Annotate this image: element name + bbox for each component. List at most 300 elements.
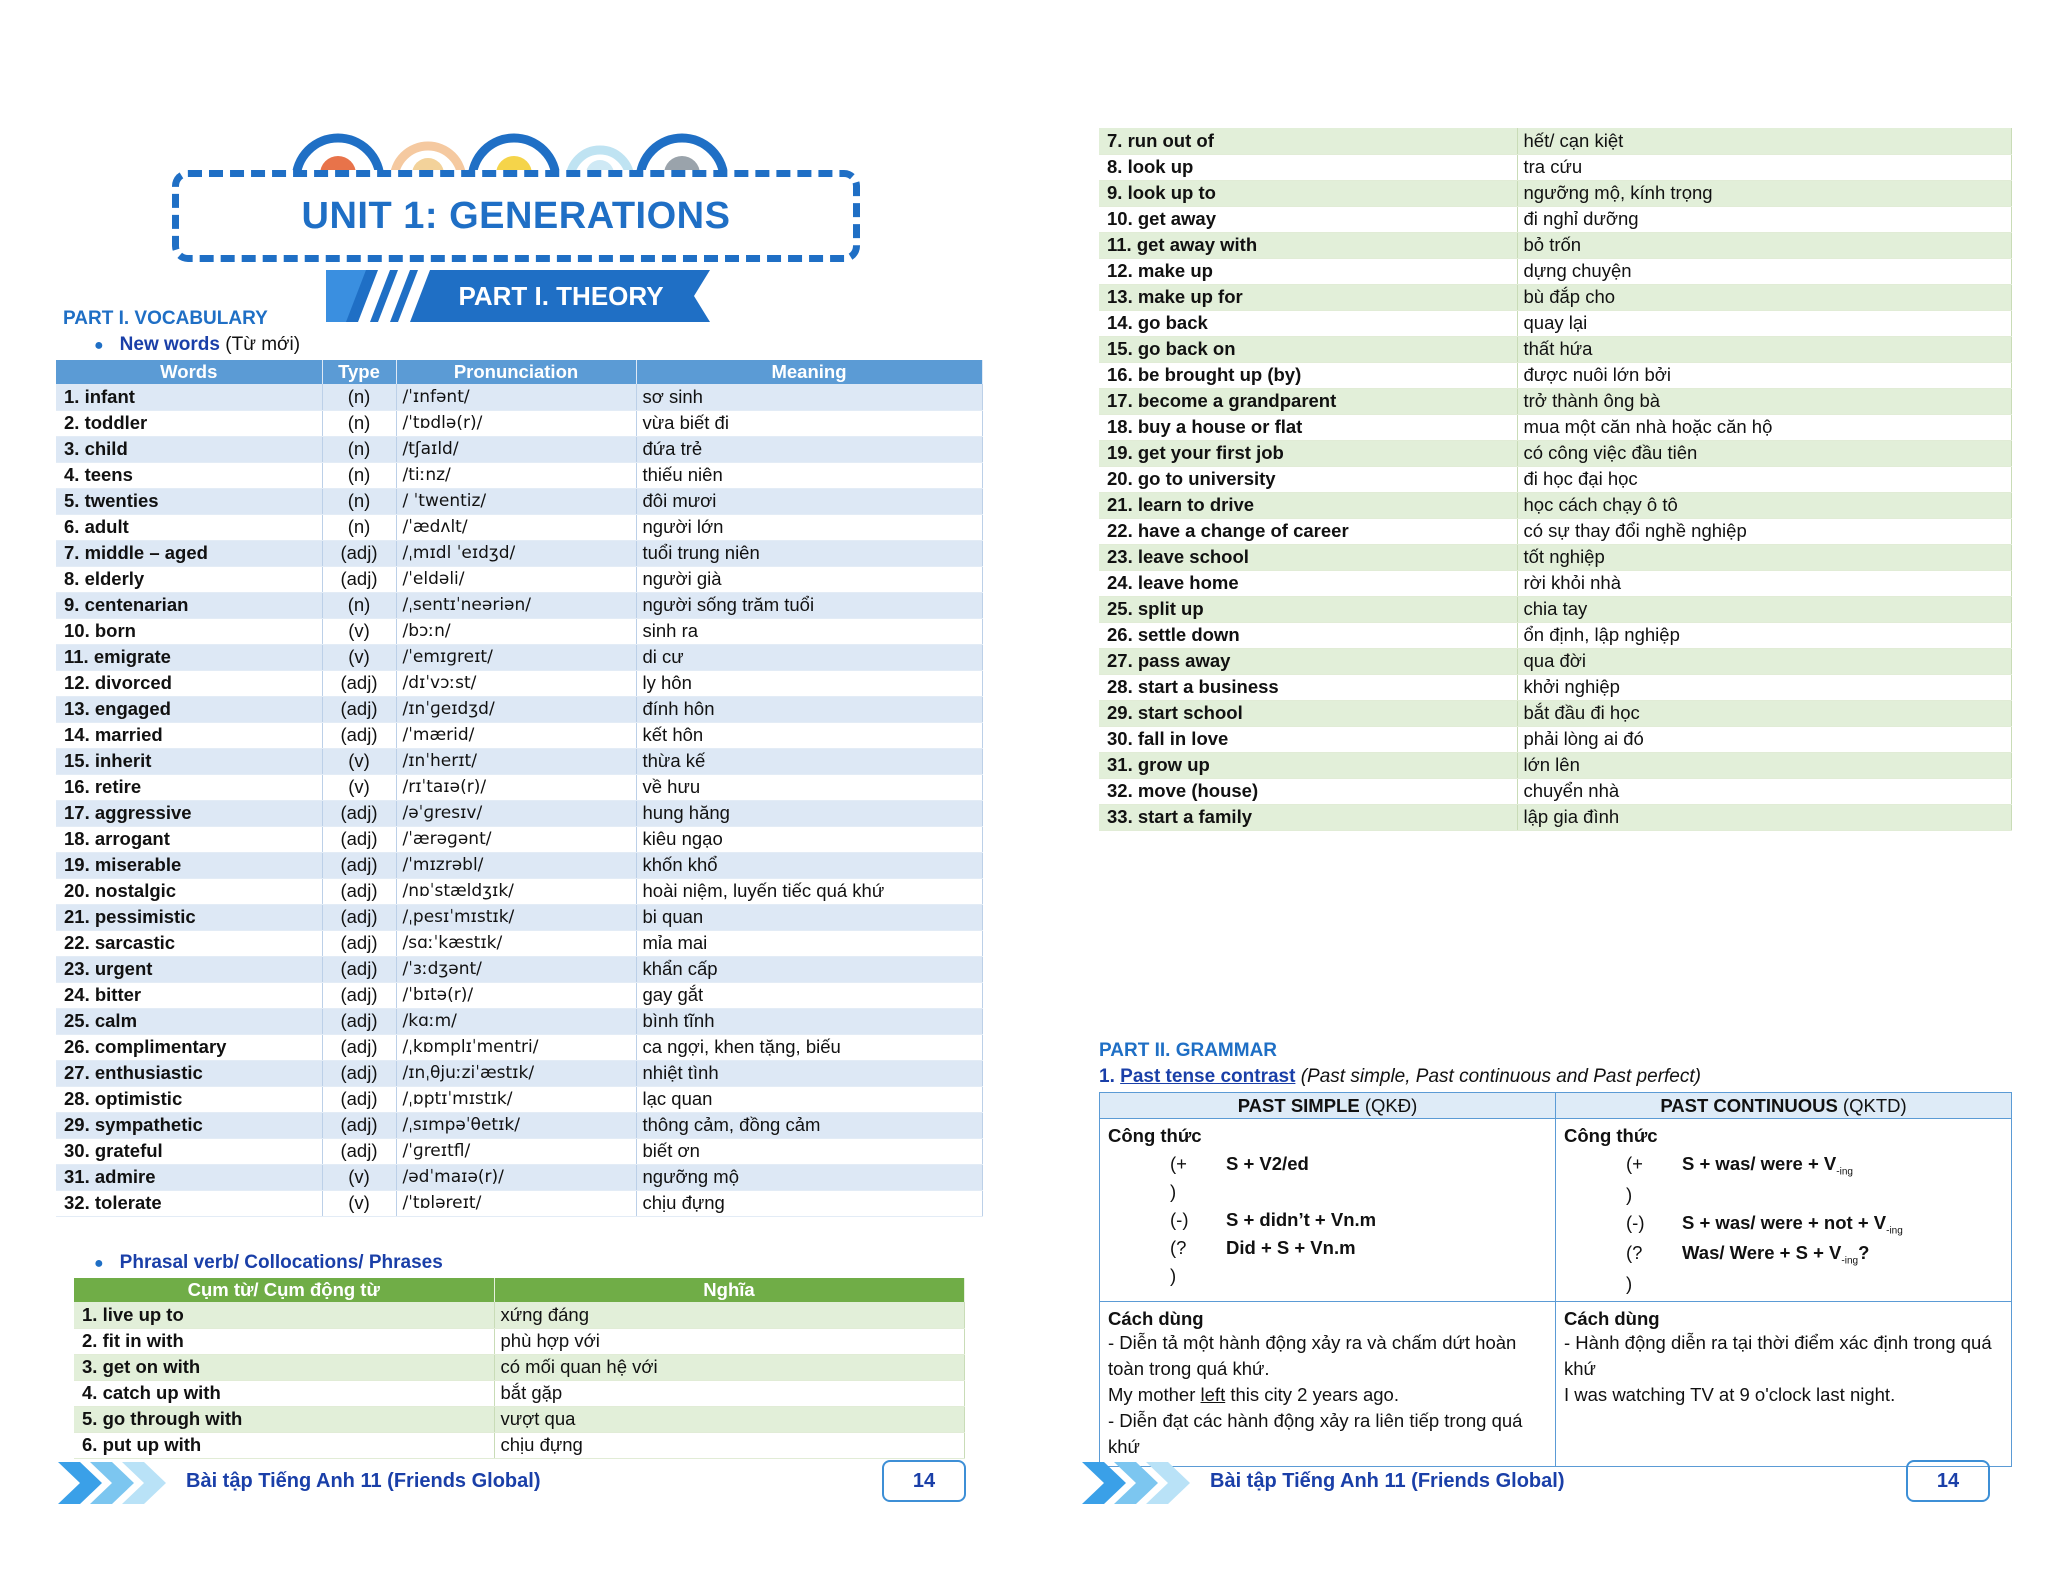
vocabulary-row (56, 1112, 982, 1138)
usage-label: Cách dùng (1564, 1308, 1660, 1330)
meaning-cell: về hưu (636, 774, 982, 800)
phrase-cell: 9. look up to (1099, 180, 1517, 206)
vocabulary-row (56, 1190, 982, 1216)
word-cell: 26. complimentary (56, 1034, 322, 1060)
type-cell: (n) (322, 514, 396, 540)
formula-sign: (+ (1626, 1153, 1643, 1174)
pronunciation-cell: /ˌkɒmplɪˈmentri/ (396, 1034, 636, 1060)
header-type: Type (322, 360, 396, 384)
phrase-meaning-cell: bắt đầu đi học (1517, 700, 2011, 726)
phrase-cell: 33. start a family (1099, 804, 1517, 830)
header-meaning: Nghĩa (494, 1278, 964, 1302)
type-cell: (adj) (322, 1086, 396, 1112)
phrasal-row (74, 1302, 964, 1328)
pronunciation-cell: /tʃaɪld/ (396, 436, 636, 462)
vocabulary-row (56, 670, 982, 696)
phrase-cell: 11. get away with (1099, 232, 1517, 258)
chevron-arrows-icon (1082, 1462, 1192, 1504)
phrase-cell: 24. leave home (1099, 570, 1517, 596)
formula-sign: (-) (1170, 1209, 1189, 1230)
meaning-cell: chịu đựng (636, 1190, 982, 1216)
meaning-cell: sinh ra (636, 618, 982, 644)
vocabulary-row (56, 826, 982, 852)
word-cell: 23. urgent (56, 956, 322, 982)
meaning-cell: di cư (636, 644, 982, 670)
pronunciation-cell: /bɔːn/ (396, 618, 636, 644)
vocabulary-row (56, 644, 982, 670)
phrasal-row (74, 1406, 964, 1432)
formula-label: Công thức (1564, 1125, 1658, 1146)
phrase-cell: 1. live up to (74, 1302, 494, 1328)
word-cell: 15. inherit (56, 748, 322, 774)
type-cell: (adj) (322, 1008, 396, 1034)
phrase-meaning-cell: phải lòng ai đó (1517, 726, 2011, 752)
pronunciation-cell: / ˈtwentiz/ (396, 488, 636, 514)
phrasal-row (1099, 154, 2011, 180)
type-cell: (n) (322, 592, 396, 618)
vocabulary-row (56, 488, 982, 514)
meaning-cell: thông cảm, đồng cảm (636, 1112, 982, 1138)
pronunciation-cell: /ˈɜːdʒənt/ (396, 956, 636, 982)
meaning-cell: sơ sinh (636, 384, 982, 410)
word-cell: 3. child (56, 436, 322, 462)
formula-expression (1210, 1237, 1356, 1259)
phrasal-row (1099, 596, 2011, 622)
phrasal-row (74, 1328, 964, 1354)
formula-expression (1210, 1153, 1309, 1175)
pronunciation-cell: /ɪnˈɡeɪdʒd/ (396, 696, 636, 722)
vocabulary-row (56, 852, 982, 878)
formula-text: S + was/ were + V (1682, 1153, 1837, 1174)
phrasal-row (74, 1380, 964, 1406)
phrase-cell: 3. get on with (74, 1354, 494, 1380)
meaning-cell: tuổi trung niên (636, 540, 982, 566)
pronunciation-cell: /rɪˈtaɪə(r)/ (396, 774, 636, 800)
phrasal-row (74, 1432, 964, 1458)
type-cell: (adj) (322, 1060, 396, 1086)
formula-text: Was/ Were + S + V (1682, 1242, 1842, 1264)
pronunciation-cell: /ˈmɪzrəbl/ (396, 852, 636, 878)
phrase-cell: 27. pass away (1099, 648, 1517, 674)
phrase-meaning-cell: khởi nghiệp (1517, 674, 2011, 700)
vocabulary-row (56, 514, 982, 540)
phrasal-row (1099, 258, 2011, 284)
new-words-line (94, 334, 300, 356)
vocabulary-row (56, 1008, 982, 1034)
phrasal-row (1099, 466, 2011, 492)
meaning-cell: người sống trăm tuổi (636, 592, 982, 618)
pronunciation-cell: /ˌsɪmpəˈθetɪk/ (396, 1112, 636, 1138)
word-cell: 12. divorced (56, 670, 322, 696)
right-page (1024, 0, 2048, 1582)
meaning-cell: khốn khổ (636, 852, 982, 878)
chevron-arrows-icon (58, 1462, 168, 1504)
pronunciation-cell: /ˌɒptɪˈmɪstɪk/ (396, 1086, 636, 1112)
phrase-cell: 14. go back (1099, 310, 1517, 336)
phrasal-line (94, 1252, 443, 1274)
past-simple-title: PAST SIMPLE (1237, 1094, 1360, 1116)
grammar-sub-note: (Past simple, Past continuous and Past perfect) (1300, 1066, 1701, 1087)
phrase-cell: 15. go back on (1099, 336, 1517, 362)
past-simple-usage-cell (1100, 1302, 1556, 1467)
formula-label: Công thức (1108, 1125, 1202, 1146)
pronunciation-cell: /ˈmærid/ (396, 722, 636, 748)
phrasal-row (1099, 180, 2011, 206)
phrase-cell: 2. fit in with (74, 1328, 494, 1354)
formula-text: S + V2/ed (1226, 1153, 1309, 1174)
meaning-cell: người lớn (636, 514, 982, 540)
footer-left (0, 1460, 1024, 1506)
phrase-meaning-cell: bù đắp cho (1517, 284, 2011, 310)
meaning-cell: ca ngợi, khen tặng, biếu (636, 1034, 982, 1060)
phrasal-row (1099, 752, 2011, 778)
word-cell: 25. calm (56, 1008, 322, 1034)
phrase-meaning-cell: thất hứa (1517, 336, 2011, 362)
meaning-cell: biết ơn (636, 1138, 982, 1164)
vocabulary-row (56, 384, 982, 410)
phrase-meaning-cell: có sự thay đổi nghề nghiệp (1517, 518, 2011, 544)
pronunciation-cell: /ˌpesɪˈmɪstɪk/ (396, 904, 636, 930)
vocabulary-row (56, 1060, 982, 1086)
formula-sign: (? (1626, 1242, 1643, 1264)
phrasal-row (1099, 336, 2011, 362)
pronunciation-cell: /ˈeldəli/ (396, 566, 636, 592)
word-cell: 31. admire (56, 1164, 322, 1190)
meaning-cell: đôi mươi (636, 488, 982, 514)
vocabulary-row (56, 774, 982, 800)
meaning-cell: nhiệt tình (636, 1060, 982, 1086)
meaning-cell: kiêu ngạo (636, 826, 982, 852)
formula-sign: (? (1170, 1237, 1187, 1258)
formula-line (1108, 1153, 1547, 1175)
phrasal-row (1099, 232, 2011, 258)
pronunciation-cell: /ˈtɒləreɪt/ (396, 1190, 636, 1216)
phrase-meaning-cell: qua đời (1517, 648, 2011, 674)
phrasal-row (1099, 388, 2011, 414)
meaning-cell: ly hôn (636, 670, 982, 696)
word-cell: 14. married (56, 722, 322, 748)
past-continuous-usage-1: - Hành động diễn ra tại thời điểm xác định trong quá khứ (1564, 1332, 1992, 1380)
phrasal-row (1099, 544, 2011, 570)
phrase-meaning-cell: xứng đáng (494, 1302, 964, 1328)
meaning-cell: kết hôn (636, 722, 982, 748)
past-continuous-abbr: (QKTD) (1837, 1094, 1907, 1116)
phrase-meaning-cell: dựng chuyện (1517, 258, 2011, 284)
pronunciation-cell: /nɒˈstældʒɪk/ (396, 878, 636, 904)
phrase-meaning-cell: chia tay (1517, 596, 2011, 622)
formula-line (1108, 1265, 1547, 1287)
word-cell: 32. tolerate (56, 1190, 322, 1216)
pronunciation-cell: /ɪnˌθjuːziˈæstɪk/ (396, 1060, 636, 1086)
phrase-cell: 20. go to university (1099, 466, 1517, 492)
word-cell: 28. optimistic (56, 1086, 322, 1112)
phrasal-table-left (74, 1278, 965, 1459)
pronunciation-cell: /ˌsentɪˈneəriən/ (396, 592, 636, 618)
formula-sign: (+ (1170, 1153, 1187, 1174)
vocabulary-row (56, 878, 982, 904)
vocabulary-row (56, 592, 982, 618)
vocabulary-row (56, 722, 982, 748)
past-simple-usage-2: - Diễn đạt các hành động xảy ra liên tiếp trong quá khứ (1108, 1410, 1523, 1458)
word-cell: 27. enthusiastic (56, 1060, 322, 1086)
word-cell: 4. teens (56, 462, 322, 488)
pronunciation-cell: /ˈærəɡənt/ (396, 826, 636, 852)
vocabulary-row (56, 436, 982, 462)
phrase-cell: 19. get your first job (1099, 440, 1517, 466)
type-cell: (adj) (322, 722, 396, 748)
phrase-cell: 21. learn to drive (1099, 492, 1517, 518)
usage-label: Cách dùng (1108, 1308, 1204, 1330)
past-simple-example (1108, 1382, 1547, 1408)
phrasal-label: Phrasal verb/ Collocations/ Phrases (119, 1252, 443, 1273)
pronunciation-cell: /ˈɪnfənt/ (396, 384, 636, 410)
phrase-meaning-cell: có công việc đầu tiên (1517, 440, 2011, 466)
vocabulary-row (56, 462, 982, 488)
pronunciation-cell: /tiːnz/ (396, 462, 636, 488)
past-continuous-formulas (1564, 1153, 2003, 1295)
word-cell: 1. infant (56, 384, 322, 410)
formula-sign: ) (1170, 1265, 1177, 1286)
pronunciation-cell: /ˈtɒdlə(r)/ (396, 410, 636, 436)
phrase-cell: 5. go through with (74, 1406, 494, 1432)
vocabulary-table (56, 360, 983, 1217)
vocabulary-heading: PART I. VOCABULARY (63, 308, 268, 329)
phrase-meaning-cell: đi nghỉ dưỡng (1517, 206, 2011, 232)
pronunciation-cell: /ədˈmaɪə(r)/ (396, 1164, 636, 1190)
word-cell: 18. arrogant (56, 826, 322, 852)
phrase-meaning-cell: ngưỡng mộ, kính trọng (1517, 180, 2011, 206)
vocabulary-row (56, 930, 982, 956)
phrasal-row (1099, 310, 2011, 336)
phrase-cell: 30. fall in love (1099, 726, 1517, 752)
phrase-meaning-cell: bắt gặp (494, 1380, 964, 1406)
word-cell: 11. emigrate (56, 644, 322, 670)
vocabulary-row (56, 1164, 982, 1190)
past-tense-contrast-link[interactable]: Past tense contrast (1120, 1066, 1296, 1087)
meaning-cell: hung hăng (636, 800, 982, 826)
meaning-cell: đính hôn (636, 696, 982, 722)
unit-title: UNIT 1: GENERATIONS (301, 194, 731, 237)
meaning-cell: ngưỡng mộ (636, 1164, 982, 1190)
past-simple-formulas (1108, 1153, 1547, 1287)
pronunciation-cell: /ˈædʌlt/ (396, 514, 636, 540)
grammar-heading: PART II. GRAMMAR (1099, 1040, 1278, 1061)
formula-sign: ) (1626, 1183, 1633, 1205)
word-cell: 21. pessimistic (56, 904, 322, 930)
formula-line (1108, 1237, 1547, 1259)
phrase-cell: 4. catch up with (74, 1380, 494, 1406)
formula-subscript: -ing (1886, 1225, 1903, 1237)
word-cell: 5. twenties (56, 488, 322, 514)
type-cell: (v) (322, 748, 396, 774)
meaning-cell: gay gắt (636, 982, 982, 1008)
formula-row (1100, 1119, 2012, 1302)
type-cell: (n) (322, 462, 396, 488)
type-cell: (n) (322, 488, 396, 514)
formula-line (1564, 1184, 2003, 1206)
past-continuous-header (1556, 1093, 2012, 1119)
theory-banner-label: PART I. THEORY (458, 281, 664, 311)
type-cell: (adj) (322, 540, 396, 566)
formula-line (1108, 1181, 1547, 1203)
type-cell: (adj) (322, 982, 396, 1008)
formula-sign: (-) (1626, 1211, 1645, 1233)
phrase-meaning-cell: bỏ trốn (1517, 232, 2011, 258)
phrasal-row (1099, 440, 2011, 466)
header-pronunciation: Pronunciation (396, 360, 636, 384)
example-verb: left (1200, 1384, 1226, 1406)
footer-right (1024, 1460, 2048, 1506)
vocabulary-row (56, 904, 982, 930)
phrase-cell: 10. get away (1099, 206, 1517, 232)
formula-expression (1666, 1153, 1853, 1178)
phrase-cell: 7. run out of (1099, 128, 1517, 154)
phrasal-row (1099, 570, 2011, 596)
phrase-cell: 18. buy a house or flat (1099, 414, 1517, 440)
type-cell: (adj) (322, 826, 396, 852)
header-phrase: Cụm từ/ Cụm động từ (74, 1278, 494, 1302)
word-cell: 30. grateful (56, 1138, 322, 1164)
word-cell: 2. toddler (56, 410, 322, 436)
phrasal-row (1099, 206, 2011, 232)
phrase-cell: 12. make up (1099, 258, 1517, 284)
bullet-icon: ● (94, 1255, 104, 1272)
pronunciation-cell: /ˈbɪtə(r)/ (396, 982, 636, 1008)
phrase-meaning-cell: được nuôi lớn bởi (1517, 362, 2011, 388)
phrase-cell: 16. be brought up (by) (1099, 362, 1517, 388)
type-cell: (adj) (322, 670, 396, 696)
phrase-meaning-cell: có mối quan hệ với (494, 1354, 964, 1380)
meaning-cell: bi quan (636, 904, 982, 930)
word-cell: 16. retire (56, 774, 322, 800)
phrase-meaning-cell: rời khỏi nhà (1517, 570, 2011, 596)
past-continuous-usage-cell (1556, 1302, 2012, 1467)
pronunciation-cell: /ˈemɪɡreɪt/ (396, 644, 636, 670)
new-words-label: New words (119, 334, 220, 355)
vocabulary-row (56, 410, 982, 436)
past-simple-usage-1: - Diễn tả một hành động xảy ra và chấm dứt hoàn toàn trong quá khứ. (1108, 1332, 1517, 1380)
phrase-cell: 17. become a grandparent (1099, 388, 1517, 414)
type-cell: (adj) (322, 800, 396, 826)
formula-expression (1666, 1212, 1903, 1237)
phrasal-row (1099, 726, 2011, 752)
phrasal-row (1099, 414, 2011, 440)
word-cell: 29. sympathetic (56, 1112, 322, 1138)
word-cell: 8. elderly (56, 566, 322, 592)
meaning-cell: hoài niệm, luyến tiếc quá khứ (636, 878, 982, 904)
past-continuous-title: PAST CONTINUOUS (1660, 1094, 1838, 1116)
example-after: this city 2 years ago. (1225, 1384, 1399, 1406)
formula-line (1564, 1212, 2003, 1237)
phrase-meaning-cell: chịu đựng (494, 1432, 964, 1458)
phrase-cell: 26. settle down (1099, 622, 1517, 648)
word-cell: 24. bitter (56, 982, 322, 1008)
phrase-meaning-cell: lập gia đình (1517, 804, 2011, 830)
phrasal-row (74, 1354, 964, 1380)
phrasal-row (1099, 622, 2011, 648)
phrasal-row (1099, 804, 2011, 830)
type-cell: (v) (322, 618, 396, 644)
footer-book-title: Bài tập Tiếng Anh 11 (Friends Global) (1210, 1470, 1565, 1492)
type-cell: (v) (322, 1190, 396, 1216)
type-cell: (adj) (322, 566, 396, 592)
phrase-meaning-cell: tốt nghiệp (1517, 544, 2011, 570)
past-continuous-formula-cell (1556, 1119, 2012, 1302)
page-number: 14 (1906, 1460, 1990, 1502)
meaning-cell: vừa biết đi (636, 410, 982, 436)
phrase-cell: 25. split up (1099, 596, 1517, 622)
word-cell: 13. engaged (56, 696, 322, 722)
phrase-cell: 29. start school (1099, 700, 1517, 726)
page-number: 14 (882, 1460, 966, 1502)
phrase-meaning-cell: chuyển nhà (1517, 778, 2011, 804)
phrase-meaning-cell: hết/ cạn kiệt (1517, 128, 2011, 154)
phrase-meaning-cell: mua một căn nhà hoặc căn hộ (1517, 414, 2011, 440)
vocabulary-row (56, 566, 982, 592)
phrasal-row (1099, 648, 2011, 674)
theory-banner (326, 270, 710, 322)
phrasal-row (1099, 362, 2011, 388)
phrase-cell: 28. start a business (1099, 674, 1517, 700)
word-cell: 17. aggressive (56, 800, 322, 826)
type-cell: (adj) (322, 1112, 396, 1138)
example-before: My mother (1108, 1384, 1201, 1406)
phrase-cell: 31. grow up (1099, 752, 1517, 778)
phrase-meaning-cell: lớn lên (1517, 752, 2011, 778)
type-cell: (v) (322, 644, 396, 670)
unit-title-box (172, 170, 860, 262)
phrasal-row (1099, 518, 2011, 544)
word-cell: 7. middle – aged (56, 540, 322, 566)
phrase-cell: 23. leave school (1099, 544, 1517, 570)
past-continuous-example: I was watching TV at 9 o'clock last night. (1564, 1384, 1896, 1406)
pronunciation-cell: /əˈɡresɪv/ (396, 800, 636, 826)
type-cell: (n) (322, 384, 396, 410)
word-cell: 9. centenarian (56, 592, 322, 618)
type-cell: (n) (322, 436, 396, 462)
vocabulary-row (56, 618, 982, 644)
phrasal-header-row (74, 1278, 964, 1302)
formula-subscript: -ing (1841, 1256, 1859, 1268)
pronunciation-cell: /ˈɡreɪtfl/ (396, 1138, 636, 1164)
meaning-cell: thừa kế (636, 748, 982, 774)
vocabulary-row (56, 540, 982, 566)
formula-line (1564, 1273, 2003, 1295)
formula-text: S + was/ were + not + V (1682, 1211, 1887, 1233)
phrasal-row (1099, 700, 2011, 726)
phrase-meaning-cell: quay lại (1517, 310, 2011, 336)
formula-line (1108, 1209, 1547, 1231)
word-cell: 10. born (56, 618, 322, 644)
phrasal-row (1099, 128, 2011, 154)
grammar-header-row (1100, 1093, 2012, 1119)
type-cell: (adj) (322, 878, 396, 904)
formula-line (1564, 1242, 2003, 1267)
phrase-meaning-cell: học cách chạy ô tô (1517, 492, 2011, 518)
vocabulary-row (56, 1138, 982, 1164)
phrase-meaning-cell: vượt qua (494, 1406, 964, 1432)
formula-after: ? (1858, 1242, 1870, 1264)
vocabulary-row (56, 800, 982, 826)
formula-expression (1666, 1242, 1869, 1267)
meaning-cell: khẩn cấp (636, 956, 982, 982)
phrasal-table-right (1099, 128, 2012, 831)
formula-subscript: -ing (1836, 1166, 1853, 1178)
formula-sign: ) (1170, 1181, 1177, 1202)
phrase-meaning-cell: ổn định, lập nghiệp (1517, 622, 2011, 648)
formula-sign: ) (1626, 1273, 1633, 1295)
vocabulary-row (56, 1086, 982, 1112)
